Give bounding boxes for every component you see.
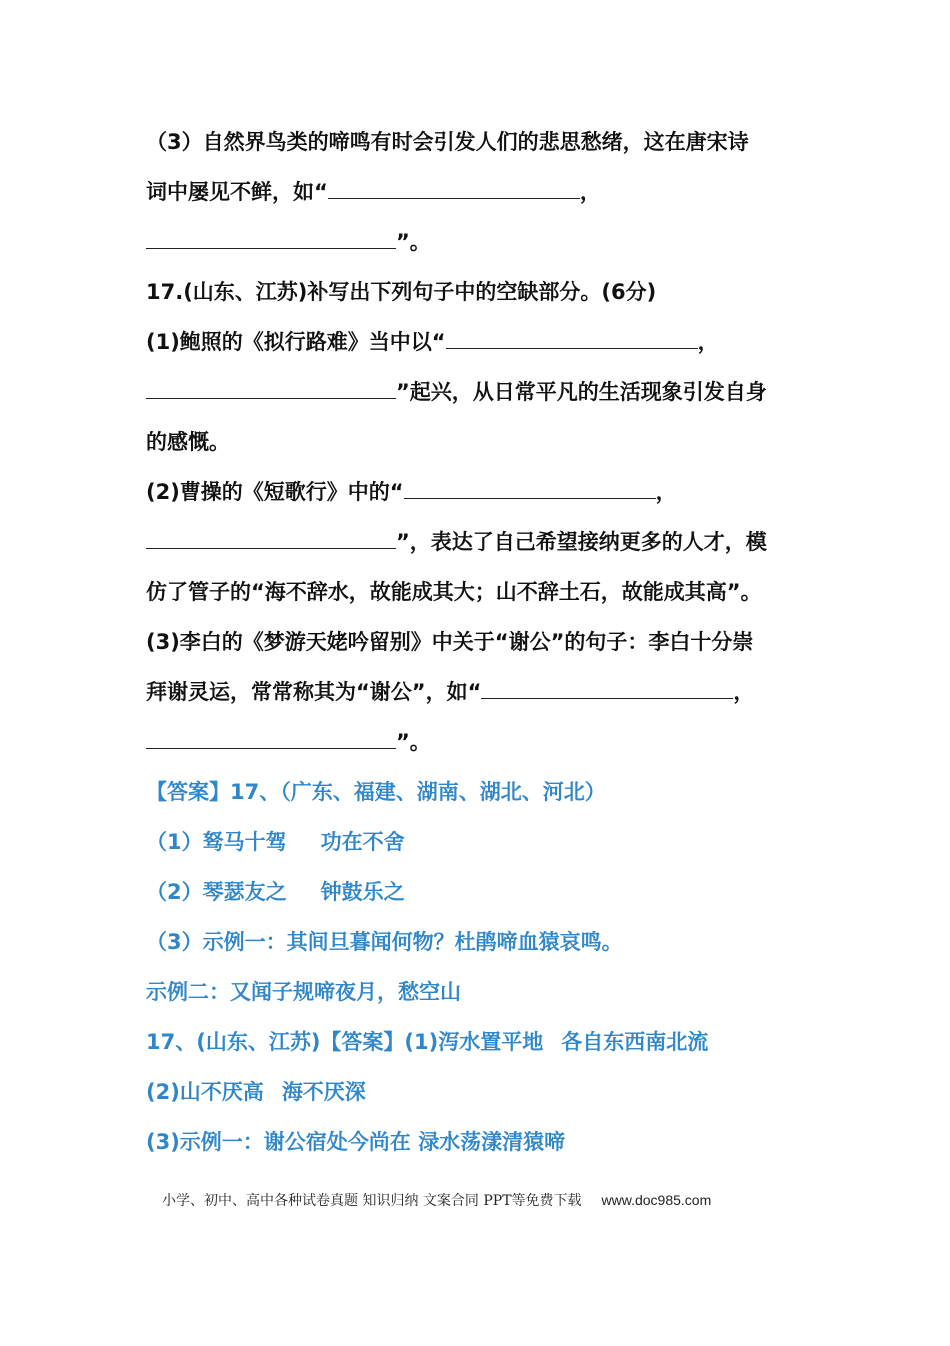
text: ”。 xyxy=(396,730,431,754)
answer-a-1 xyxy=(146,827,830,857)
answer-blank[interactable] xyxy=(328,178,580,199)
question-17-3-line2 xyxy=(146,677,830,707)
answer-blank[interactable] xyxy=(146,728,396,749)
text: 【答案】17、（广东、福建、湖南、湖北、河北） xyxy=(146,780,606,804)
text: 海不厌深 xyxy=(281,1080,366,1104)
text: （3）示例一：其间旦暮闻何物？杜鹃啼血猿哀鸣。 xyxy=(146,930,623,954)
text: （2） xyxy=(146,880,203,904)
text: ”，表达了自己希望接纳更多的人才，模 xyxy=(396,530,767,554)
question-17-1-line2 xyxy=(146,377,830,407)
text: 词中屡见不鲜，如“ xyxy=(146,180,328,204)
answer-b-3 xyxy=(146,1127,830,1157)
answer-blank[interactable] xyxy=(404,478,656,499)
text: （3）自然界鸟类的啼鸣有时会引发人们的悲思愁绪，这在唐宋诗 xyxy=(146,130,749,154)
text: (2)曹操的《短歌行》中的“ xyxy=(146,480,404,504)
text: 的感慨。 xyxy=(146,430,230,454)
question-17-1-line3 xyxy=(146,427,830,457)
text: ”起兴，从日常平凡的生活现象引发自身 xyxy=(396,380,767,404)
text: ， xyxy=(579,180,601,204)
question-16-3-line1 xyxy=(146,127,830,157)
text: (3)李白的《梦游天姥吟留别》中关于“谢公”的句子：李白十分崇 xyxy=(146,630,754,654)
question-17-title xyxy=(146,277,830,307)
text: 功在不舍 xyxy=(320,830,405,854)
answer-b-2 xyxy=(146,1077,830,1107)
answer-blank[interactable] xyxy=(481,678,733,699)
footer-url[interactable]: www.doc985.com xyxy=(601,1192,712,1208)
text: 钟鼓乐之 xyxy=(320,880,405,904)
text: (3)示例一：谢公宿处今尚在 渌水荡漾清猿啼 xyxy=(146,1130,566,1154)
footer-text: 小学、初中、高中各种试卷真题 知识归纳 文案合同 PPT等免费下载 xyxy=(162,1193,582,1209)
text: 17、(山东、江苏)【答案】(1)泻水置平地 xyxy=(146,1030,544,1054)
text: ， xyxy=(733,680,755,704)
text: 各自东西南北流 xyxy=(561,1030,709,1054)
answer-blank[interactable] xyxy=(146,378,396,399)
answer-blank[interactable] xyxy=(446,328,698,349)
question-17-3-line3 xyxy=(146,727,830,757)
question-16-3-line3 xyxy=(146,227,830,257)
answer-a-3-example2 xyxy=(146,977,830,1007)
question-16-3-line2 xyxy=(146,177,830,207)
answer-blank[interactable] xyxy=(146,528,396,549)
text: 驽马十驾 xyxy=(202,830,287,854)
text: (1)鲍照的《拟行路难》当中以“ xyxy=(146,330,446,354)
text: 琴瑟友之 xyxy=(202,880,287,904)
text: ”。 xyxy=(396,230,431,254)
text: ， xyxy=(655,480,677,504)
question-17-1-line1 xyxy=(146,327,830,357)
text: 仿了管子的“海不辞水，故能成其大；山不辞土石，故能成其高”。 xyxy=(146,580,762,604)
question-17-3-line1 xyxy=(146,627,830,657)
answer-a-3 xyxy=(146,927,830,957)
question-17-2-line2 xyxy=(146,527,830,557)
answer-a-title xyxy=(146,777,830,807)
answer-b-title xyxy=(146,1027,830,1057)
text: 拜谢灵运，常常称其为“谢公”，如“ xyxy=(146,680,482,704)
question-17-2-line3 xyxy=(146,577,830,607)
answer-a-2 xyxy=(146,877,830,907)
answer-blank[interactable] xyxy=(146,228,396,249)
text: ， xyxy=(697,330,719,354)
text: 17.(山东、江苏)补写出下列句子中的空缺部分。(6分) xyxy=(146,280,657,304)
text: (2)山不厌高 xyxy=(146,1080,264,1104)
page-footer xyxy=(162,1190,711,1210)
text: 示例二：又闻子规啼夜月，愁空山 xyxy=(146,980,461,1004)
text: （1） xyxy=(146,830,203,854)
question-17-2-line1 xyxy=(146,477,830,507)
